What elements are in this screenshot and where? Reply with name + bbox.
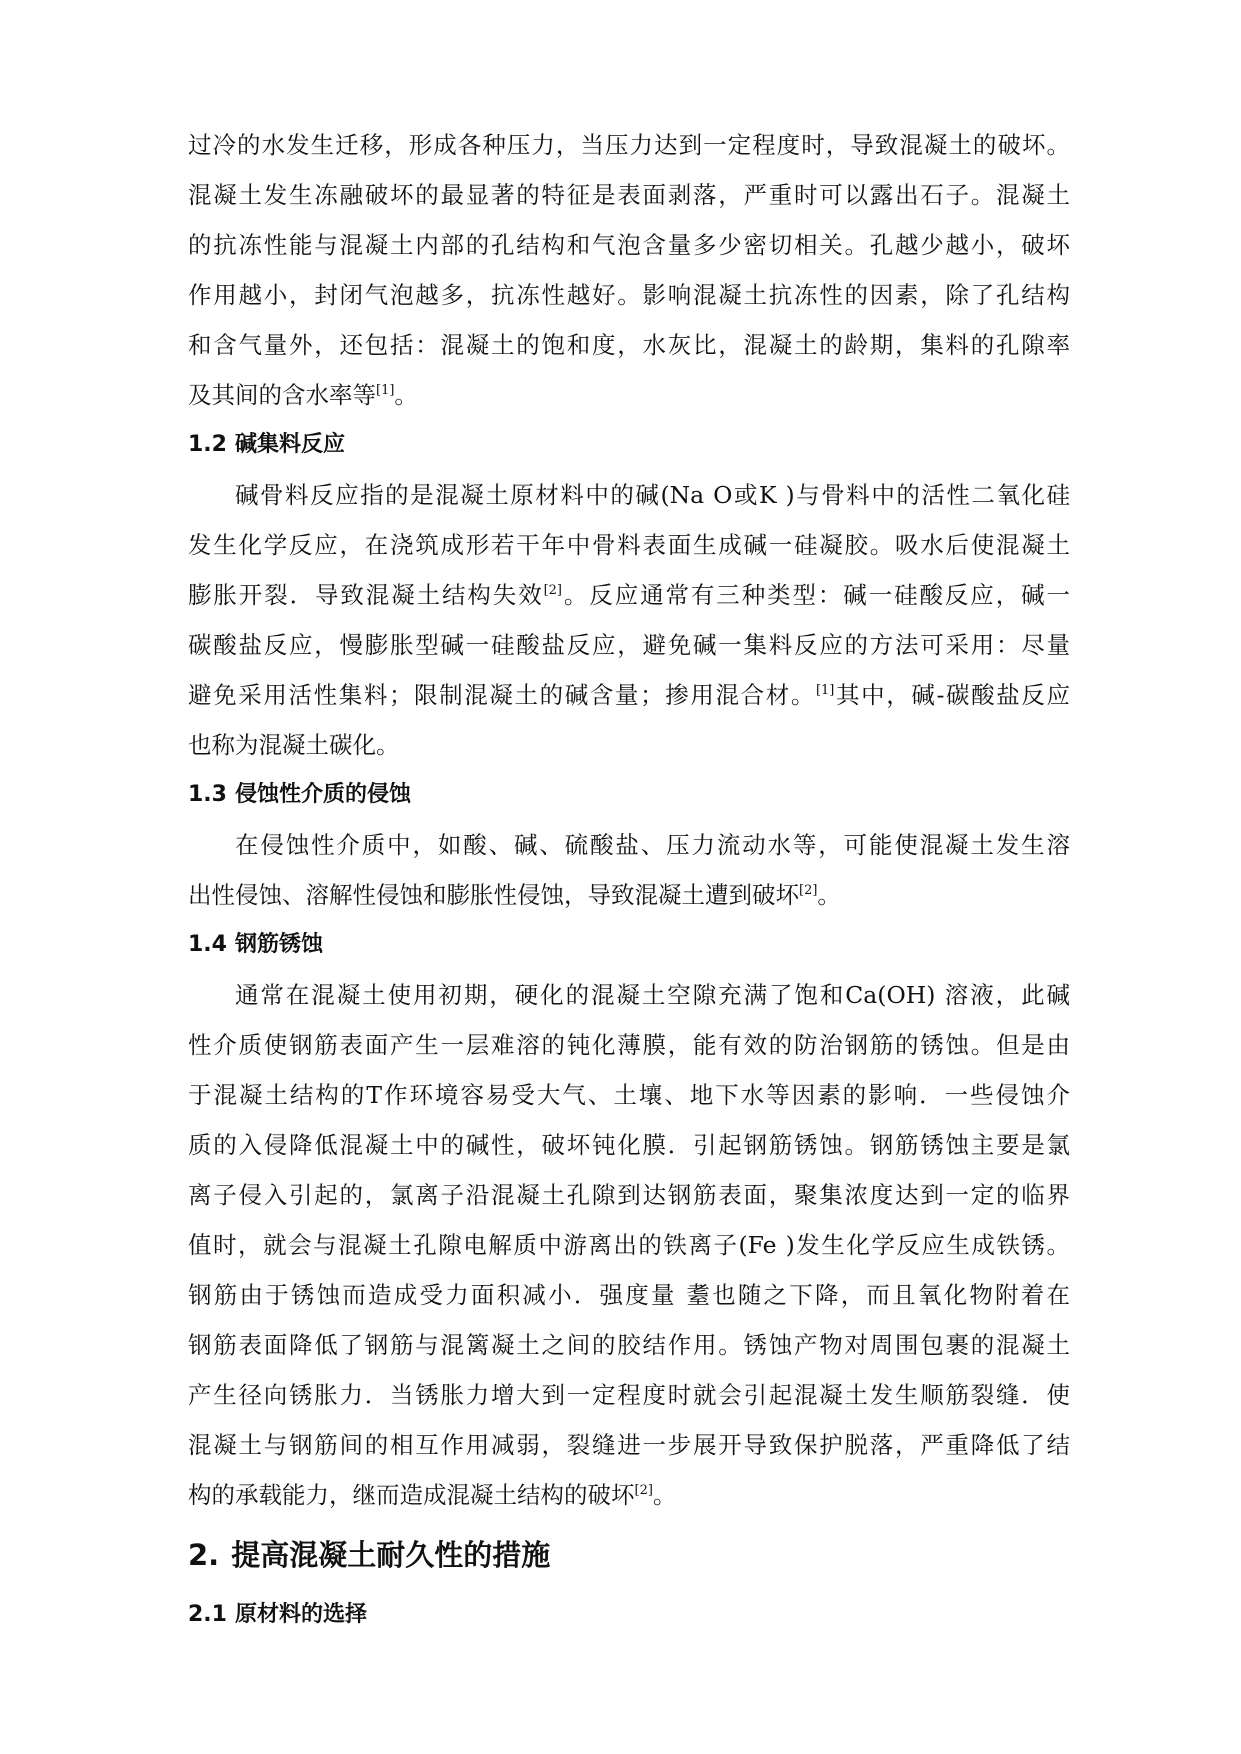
section-heading-2-1 — [188, 1590, 1070, 1640]
paragraph-text: 及其间的含水率等 — [188, 381, 376, 409]
paragraph-line: 钢筋由于锈蚀而造成受力面积减小．强度量 耋也随之下降，而且氧化物附着在 — [188, 1281, 1070, 1309]
paragraph-line: 值时，就会与混凝土孔隙电解质中游离出的铁离子(Fe )发生化学反应生成铁锈。 — [188, 1231, 1070, 1259]
heading-title: 侵蚀性介质的侵蚀 — [234, 782, 411, 807]
paragraph-line: 产生径向锈胀力．当锈胀力增大到一定程度时就会引起混凝土发生顺筋裂缝．使 — [188, 1381, 1070, 1409]
paragraph-line: 作用越小，封闭气泡越多，抗冻性越好。影响混凝土抗冻性的因素，除了孔结构 — [188, 281, 1070, 309]
heading-number: 1.4 — [188, 932, 227, 957]
section-heading-1-3 — [188, 770, 1070, 820]
punctuation: 。 — [394, 381, 418, 409]
section-heading-2 — [188, 1520, 1070, 1590]
heading-title: 原材料的选择 — [234, 1602, 367, 1627]
paragraph-line — [188, 570, 1070, 620]
heading-number: 1.2 — [188, 432, 227, 457]
paragraph-line: 发生化学反应，在浇筑成形若干年中骨料表面生成碱一硅凝胶。吸水后使混凝土 — [188, 531, 1070, 559]
paragraph-line: 性介质使钢筋表面产生一层难溶的钝化薄膜，能有效的防治钢筋的锈蚀。但是由 — [188, 1031, 1070, 1059]
section-heading-1-4 — [188, 920, 1070, 970]
paragraph-line: 混凝土与钢筋间的相互作用减弱，裂缝进一步展开导致保护脱落，严重降低了结 — [188, 1431, 1070, 1459]
paragraph-line: 在侵蚀性介质中，如酸、碱、硫酸盐、压力流动水等，可能使混凝土发生溶 — [235, 831, 1070, 859]
paragraph-text: 。反应通常有三种类型：碱一硅酸反应，碱一 — [562, 581, 1071, 609]
punctuation: 。 — [817, 881, 841, 909]
paragraph-line: 也称为混凝土碳化。 — [188, 731, 400, 759]
citation-ref: [1] — [376, 383, 395, 398]
paragraph-text: 避免采用活性集料；限制混凝土的碱含量；掺用混合材。 — [188, 681, 816, 709]
heading-title: 钢筋锈蚀 — [234, 932, 323, 957]
citation-ref: [2] — [799, 883, 818, 898]
paragraph-line — [188, 870, 1070, 920]
paragraph-line: 钢筋表面降低了钢筋与混篱凝土之间的胶结作用。锈蚀产物对周围包裹的混凝土 — [188, 1331, 1070, 1359]
heading-number: 2. — [188, 1538, 220, 1572]
paragraph-line: 离子侵入引起的，氯离子沿混凝土孔隙到达钢筋表面，聚集浓度达到一定的临界 — [188, 1181, 1070, 1209]
paragraph-text: 构的承载能力，继而造成混凝土结构的破坏 — [188, 1481, 635, 1509]
heading-title: 提高混凝土耐久性的措施 — [231, 1538, 551, 1572]
paragraph-line: 的抗冻性能与混凝土内部的孔结构和气泡含量多少密切相关。孔越少越小，破坏 — [188, 231, 1070, 259]
document-page — [188, 120, 1070, 1640]
paragraph-line — [188, 670, 1070, 720]
paragraph-text: 膨胀开裂．导致混凝土结构失效 — [188, 581, 544, 609]
paragraph-line: 过冷的水发生迁移，形成各种压力，当压力达到一定程度时，导致混凝土的破坏。 — [188, 131, 1070, 159]
paragraph-line: 和含气量外，还包括：混凝土的饱和度，水灰比，混凝土的龄期，集料的孔隙率 — [188, 331, 1070, 359]
paragraph-line — [188, 1470, 1070, 1520]
paragraph-text: 出性侵蚀、溶解性侵蚀和膨胀性侵蚀，导致混凝土遭到破坏 — [188, 881, 799, 909]
heading-number: 2.1 — [188, 1602, 227, 1627]
paragraph-text: 其中，碱-碳酸盐反应 — [834, 681, 1070, 709]
paragraph-line: 混凝土发生冻融破坏的最显著的特征是表面剥落，严重时可以露出石子。混凝土 — [188, 181, 1070, 209]
citation-ref: [1] — [815, 683, 835, 698]
heading-title: 碱集料反应 — [234, 432, 345, 457]
paragraph-line: 于混凝土结构的T作环境容易受大气、土壤、地下水等因素的影响．一些侵蚀介 — [188, 1081, 1070, 1109]
paragraph-line: 通常在混凝土使用初期，硬化的混凝土空隙充满了饱和Ca(OH) 溶液，此碱 — [235, 981, 1070, 1009]
paragraph-line: 碱骨料反应指的是混凝土原材料中的碱(Na O或K )与骨料中的活性二氧化硅 — [235, 481, 1070, 509]
section-heading-1-2 — [188, 420, 1070, 470]
heading-number: 1.3 — [188, 782, 227, 807]
punctuation: 。 — [652, 1481, 677, 1509]
citation-ref: [2] — [543, 583, 563, 598]
paragraph-line: 质的入侵降低混凝土中的碱性，破坏钝化膜．引起钢筋锈蚀。钢筋锈蚀主要是氯 — [188, 1131, 1070, 1159]
citation-ref: [2] — [634, 1483, 653, 1498]
paragraph-line: 碳酸盐反应，慢膨胀型碱一硅酸盐反应，避免碱一集料反应的方法可采用：尽量 — [188, 631, 1070, 659]
paragraph-line — [188, 370, 1070, 420]
